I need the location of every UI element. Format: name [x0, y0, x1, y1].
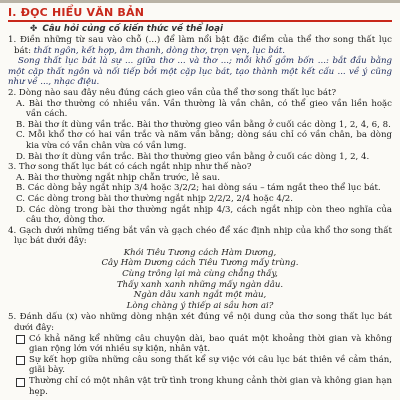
question-2-option-c[interactable]: C. Mỗi khổ thơ có hai vần trắc và năm vần bằng; dòng sáu chỉ có vần chân, ba dòng kia vừa có vần chân vừa có vần lưng. — [16, 130, 392, 151]
question-3-option-b[interactable]: B. Các dòng bảy ngắt nhịp 3/4 hoặc 3/2/2; hai dòng sáu – tám ngắt theo thể lục bát. — [16, 183, 381, 194]
question-4 — [8, 226, 392, 312]
top-rule — [0, 0, 400, 3]
poem-line: Cây Hàm Dương cách Tiêu Tương mấy trùng. — [101, 258, 299, 269]
question-5-text: 5. Đánh dấu (x) vào những dòng nhận xét đúng về nội dung của thơ song thất lục bát dưới đây: — [8, 312, 392, 334]
subsection-heading — [30, 24, 392, 34]
subsection-title: Câu hỏi củng cố kiến thức về thể loại — [42, 24, 223, 34]
poem-line: Thấy xanh xanh những mấy ngàn dâu. — [116, 279, 284, 290]
question-2 — [8, 88, 392, 162]
question-4-text: 4. Gạch dưới những tiếng bắt vần và gạch chéo để xác định nhịp của khổ thơ song thất lục bát dưới đây: — [8, 225, 392, 247]
question-3-option-d[interactable]: D. Các dòng trong bài thơ thường ngắt nhịp 4/3, cách ngắt nhịp còn theo nghĩa của câu thơ, dòng thơ. — [16, 204, 392, 226]
question-3-option-a[interactable]: A. Bài thơ thường ngắt nhịp chẵn trước, lẻ sau. — [16, 172, 220, 183]
question-3-option-c[interactable]: C. Các dòng trong bài thơ thường ngắt nhịp 2/2/2, 2/4 hoặc 4/2. — [16, 193, 293, 204]
question-2-option-a[interactable]: A. Bài thơ thường có nhiều vần. Vần thường là vần chân, có thể gieo vần liền hoặc vần cách. — [16, 98, 392, 120]
question-5-item-2[interactable] — [16, 355, 392, 376]
checkbox[interactable] — [16, 378, 25, 387]
checkbox[interactable] — [16, 335, 25, 344]
poem-stanza — [8, 248, 392, 312]
question-3-text: 3. Thơ song thất lục bát có cách ngắt nhịp như thế nào? — [8, 162, 252, 173]
question-5 — [8, 312, 392, 397]
question-1 — [8, 35, 392, 88]
question-5-item-3-text: Thường chỉ có một nhân vật trữ tình trong khung cảnh thời gian và không gian hạn hẹp. — [29, 376, 392, 397]
question-1-words: thất ngôn, kết hợp, âm thanh, dòng thơ, trọn vẹn, lục bát. — [33, 45, 286, 56]
poem-line: Ngàn dâu xanh ngắt một màu, — [133, 290, 267, 301]
clover-bullet-icon: ✤ — [30, 24, 38, 34]
poem-line: Lòng chàng ý thiếp ai sầu hơn ai? — [126, 300, 274, 311]
poem-line: Cùng trông lại mà cùng chẳng thấy, — [122, 269, 278, 280]
question-2-option-d[interactable]: D. Bài thơ ít dùng vần trắc. Bài thơ thường gieo vần bằng ở cuối các dòng 1, 2, 4. — [16, 151, 370, 162]
question-2-option-b[interactable]: B. Bài thơ ít dùng vần trắc. Bài thơ thường gieo vần bằng ở cuối các dòng 1, 2, 4, 6, 8. — [16, 119, 391, 130]
question-1-blank-text: Song thất lục bát là sự ... giữa thơ ... và thơ ...; mỗi khổ gồm bốn ...: bắt đầu bằng một cặp thất ngôn và nối tiếp bởi một cặp lục bát, tạo thành một kết cấu ... về ý cũng như về ..., nhạc điệu. — [8, 56, 392, 88]
question-1-text — [8, 35, 392, 56]
document-page — [8, 6, 392, 397]
section-header — [8, 6, 392, 22]
question-5-item-2-text: Sự kết hợp giữa những câu song thất kể sự việc với câu lục bát thiên về cảm thán, giãi bày. — [29, 354, 392, 376]
question-1-prompt: 1. Điền những từ sau vào chỗ (...) để làm nổi bật đặc điểm của thể thơ song thất lục bát: — [8, 35, 392, 56]
section-title: I. ĐỌC HIỂU VĂN BẢN — [8, 6, 145, 19]
question-2-text: 2. Dòng nào sau đây nêu đúng cách gieo vần của thể thơ song thất lục bát? — [8, 87, 337, 98]
question-5-item-1[interactable] — [16, 334, 392, 355]
question-5-item-1-text: Có khả năng kể những câu chuyện dài, bao quát một khoảng thời gian và không gian rộng lớn với nhiều sự kiện, nhân vật. — [29, 333, 392, 355]
checkbox[interactable] — [16, 356, 25, 365]
question-5-item-3[interactable] — [16, 376, 392, 397]
question-3 — [8, 162, 392, 226]
poem-line: Khói Tiêu Tương cách Hàm Dương, — [123, 247, 277, 258]
